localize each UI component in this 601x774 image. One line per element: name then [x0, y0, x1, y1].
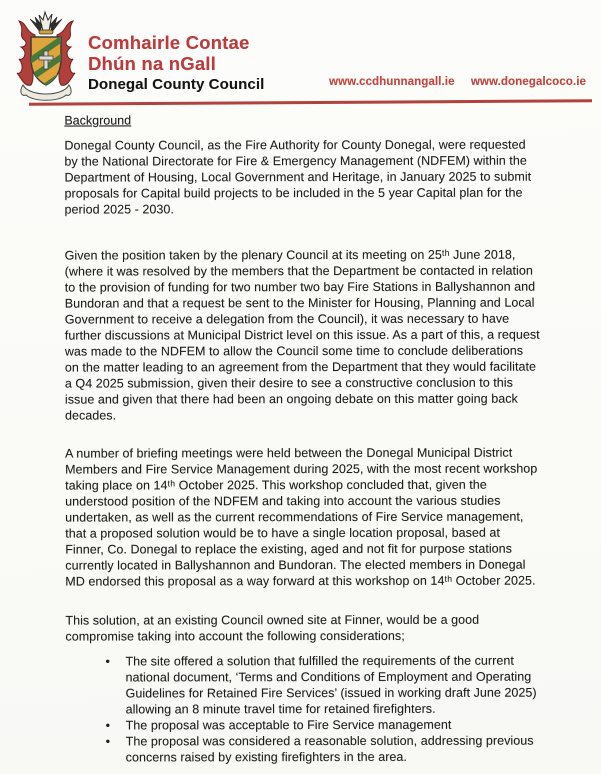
list-item: [106, 732, 594, 765]
bullet-icon: •: [105, 734, 111, 749]
header-divider-rule: [29, 99, 592, 105]
council-title-irish-line1: Comhairle Contae: [88, 32, 250, 53]
list-item: [105, 652, 593, 717]
list-item-text: The proposal was considered a reasonable solution, addressing previous concerns raised by existing firefighters in the area.: [125, 733, 534, 765]
list-item-text: The proposal was acceptable to Fire Service management: [125, 717, 452, 733]
council-title-block: [88, 32, 264, 92]
website-addresses: [329, 76, 586, 88]
bullet-icon: •: [105, 654, 110, 669]
paragraph-briefing-meetings: A number of briefing meetings were held between the Donegal Municipal District Members and Fire Service Management during 2025, with the most recent workshop taking place on 14ᵗʰ October 2025. This workshop concluded that, given the understood position of the NDFEM and taking into account the various studies undertaken, as well as the current recommendations of Fire Service management, that a proposed solution would be to have a single location proposal, based at Finner, Co. Donegal to replace the existing, aged and not fit for purpose stations currently located in Ballyshannon and Bundoran. The elected members in Donegal MD endorsed this proposal as a way forward at this workshop on 14ᵗʰ October 2025.: [65, 445, 538, 589]
paragraph-solution-intro: This solution, at an existing Council owned site at Finner, would be a good compromise taking into account the following considerations;: [65, 612, 480, 644]
council-title-irish-line2: Dhún na nGall: [88, 53, 216, 74]
paragraph-council-position: Given the position taken by the plenary Council at its meeting on 25ᵗʰ June 2018, (where it was resolved by the members that the Department be contacted in relation to the provision of funding for two number two bay Fire Stations in Ballyshannon and Bundoran and that a request be sent to the Minister for Housing, Planning and Local Government to receive a delegation from the Council), it was necessary to have further discussions at Municipal District level on this issue. As a part of this, a request was made to the NDFEM to allow the Council some time to conclude deliberations on the matter leading to an agreement from the Department that they would facilitate a Q4 2025 submission, given their desire to see a constructive conclusion to this issue and given that there had been an ongoing debate on this matter going back decades.: [64, 247, 540, 423]
list-item-text: The site offered a solution that fulfilled the requirements of the current national document, ‘Terms and Conditions of Employment and Operating Guidelines for Retained Fire Services’ (issued in working draft June 2025) allowing an 8 minute travel time for retained firefighters.: [125, 653, 537, 717]
section-heading: Background: [64, 113, 132, 128]
document-body: [64, 111, 593, 765]
council-title-english: Donegal County Council: [88, 76, 265, 93]
paragraph-request: Donegal County Council, as the Fire Authority for County Donegal, were requested by the National Directorate for Fire & Emergency Management (NDFEM) within the Department of Housing, Local Government and Heritage, in January 2025 to submit proposals for Capital build projects to be included in the 5 year Capital plan for the period 2025 - 2030.: [64, 137, 532, 217]
donegal-coat-of-arms-icon: [15, 9, 77, 103]
letterhead: [0, 0, 601, 108]
website-english: www.donegalcoco.ie: [470, 76, 586, 88]
list-item: [106, 716, 594, 733]
considerations-list: [65, 652, 593, 765]
website-irish: www.ccdhunnangall.ie: [329, 76, 455, 88]
bullet-icon: •: [105, 718, 111, 733]
